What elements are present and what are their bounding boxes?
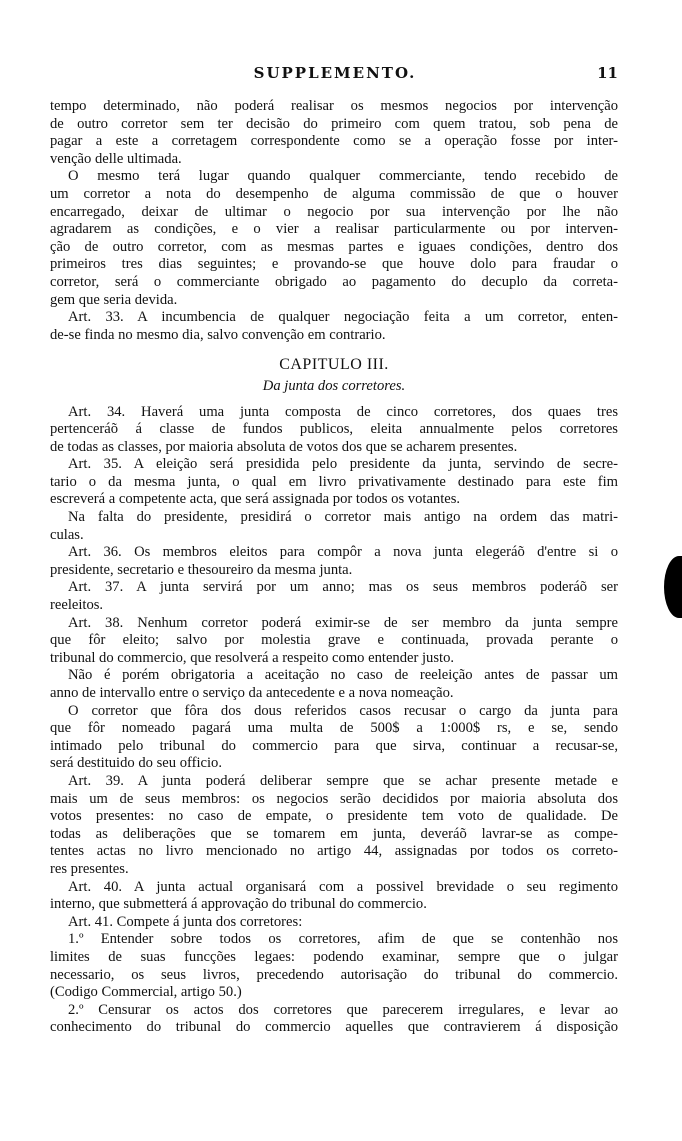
text-line: anno de intervallo entre o serviço da antecedente e a nova nomeação. <box>50 685 454 701</box>
paragraph <box>50 168 618 309</box>
scan-artifact-blot <box>664 556 682 618</box>
text-line: tario o da mesma junta, o qual em livro privativamente destinado para este fim <box>50 473 618 490</box>
text-line: Art. 35. A eleição será presidida pelo presidente da junta, servindo de secre- <box>68 456 618 473</box>
text-line: um corretor a nota do desempenho de alguma commissão de que o houver <box>50 185 618 202</box>
text-line: 2.º Censurar os actos dos corretores que parecerem irregulares, e levar ao <box>68 1001 618 1018</box>
running-head <box>52 64 618 86</box>
article-41 <box>50 914 618 932</box>
text-line: mais um de seus membros: os negocios serão decididos por maioria absoluta dos <box>50 790 618 807</box>
text-line: Art. 39. A junta poderá deliberar sempre que se achar presente metade e <box>68 772 618 789</box>
text-line: reeleitos. <box>50 597 104 614</box>
text-line: Art. 40. A junta actual organisará com a possivel brevidade o seu regimento <box>68 878 618 895</box>
article-38 <box>50 615 618 668</box>
list-item-1 <box>50 931 618 1001</box>
text-line: corretor, será o commerciante obrigado ao pagamento do decuplo da correta- <box>50 273 618 290</box>
article-36 <box>50 544 618 579</box>
text-line: res presentes. <box>50 860 129 877</box>
text-line: tempo determinado, não poderá realisar os mesmos negocios por intervenção <box>50 98 618 114</box>
text-line: pagar a este a corretagem correspondente como se a operação fosse por inter- <box>50 133 618 150</box>
text-line: interno, que submetterá á approvação do tribunal do commercio. <box>50 896 427 913</box>
article-39 <box>50 773 618 879</box>
text-line: gem que seria devida. <box>50 291 178 308</box>
text-line: de todas as classes, por maioria absoluta de votos dos que se acharem presentes. <box>50 438 518 455</box>
text-line: será destituido do seu officio. <box>50 755 222 772</box>
body-text <box>50 98 618 1037</box>
text-line: votos presentes: no caso de empate, o presidente tem voto de qualidade. De <box>50 808 618 825</box>
text-line: que fôr eleito; salvo por molestia grave e continuada, provada perante o <box>50 632 618 649</box>
article-35 <box>50 456 618 509</box>
text-line: culas. <box>50 526 84 543</box>
text-line: Não é porém obrigatoria a aceitação no caso de reeleição antes de passar um <box>68 667 618 684</box>
paragraph-continuation <box>50 98 618 168</box>
text-line: 1.º Entender sobre todos os corretores, afim de que se contenhão nos <box>68 931 618 948</box>
running-title: SUPPLEMENTO. <box>253 64 417 82</box>
text-line: presidente, secretario e thesoureiro da mesma junta. <box>50 561 353 578</box>
list-item-2 <box>50 1002 618 1037</box>
text-line: de-se finda no mesmo dia, salvo convenção em contrario. <box>50 326 386 343</box>
text-line: Art. 33. A incumbencia de qualquer negociação feita a um corretor, enten- <box>68 309 618 326</box>
text-line: de outro corretor sem ter decisão do primeiro com quem tratou, sob pena de <box>50 115 618 132</box>
paragraph <box>50 703 618 773</box>
text-line: limites de suas funcções legaes: podendo examinar, sempre que o julgar <box>50 948 618 965</box>
paragraph <box>50 509 618 544</box>
text-line: Art. 38. Nenhum corretor poderá eximir-se de ser membro da junta sempre <box>68 614 618 631</box>
text-line: todas as deliberações que se tomarem em junta, deveráõ lavrar-se as compe- <box>50 825 618 842</box>
article-34 <box>50 404 618 457</box>
text-line: Art. 34. Haverá uma junta composta de cinco corretores, dos quaes tres <box>68 403 618 420</box>
text-line: que fôr nomeado pagará uma multa de 500$ a 1:000$ rs, e se, sendo <box>50 720 618 737</box>
text-line: conhecimento do tribunal do commercio aquelles que contravierem á disposição <box>50 1019 618 1036</box>
text-line: tentes actas no livro mencionado no artigo 44, assignadas por todos os correto- <box>50 843 618 860</box>
text-line: encarregado, deixar de ultimar o negocio por sua intervenção por lhe não <box>50 203 618 220</box>
text-line: pertenceráõ á classe de fundos publicos, eleita annualmente pelos corretores <box>50 421 618 438</box>
page-number: 11 <box>597 64 618 82</box>
text-line: necessario, os seus livros, precedendo autorisação do tribunal do commercio. <box>50 966 618 983</box>
text-line: ção de outro corretor, com as mesmas partes e iguaes condições, dentro dos <box>50 238 618 255</box>
article-40 <box>50 879 618 914</box>
text-line: Art. 41. Compete á junta dos corretores: <box>68 913 303 930</box>
text-line: escreverá a competente acta, que será assignada por todos os votantes. <box>50 491 461 508</box>
text-line: (Codigo Commercial, artigo 50.) <box>50 984 242 1001</box>
text-line: Art. 37. A junta servirá por um anno; mas os seus membros poderáõ ser <box>68 579 618 596</box>
text-line: Art. 36. Os membros eleitos para compôr a nova junta elegeráõ d'entre si o <box>68 544 618 561</box>
chapter-title: CAPITULO III. <box>279 356 389 374</box>
paragraph <box>50 667 618 702</box>
text-line: intimado pelo tribunal do commercio para que sirva, continuar a recusar-se, <box>50 737 618 754</box>
text-line: O mesmo terá lugar quando qualquer commerciante, tendo recebido de <box>68 168 618 185</box>
text-line: agradarem as condições, e o vier a realisar particularmente ou por interven- <box>50 221 618 238</box>
text-line: Na falta do presidente, presidirá o corretor mais antigo na ordem das matri- <box>68 509 618 526</box>
text-line: venção delle ultimada. <box>50 150 182 167</box>
article-37 <box>50 579 618 614</box>
text-line: O corretor que fôra dos dous referidos casos recusar o cargo da junta para <box>68 702 618 719</box>
text-line: tribunal do commercio, que resolverá a respeito como entender justo. <box>50 649 455 666</box>
chapter-subtitle: Da junta dos corretores. <box>262 377 406 394</box>
text-line: primeiros tres dias seguintes; e provando-se que houve dolo para fraudar o <box>50 256 618 273</box>
article-33 <box>50 309 618 344</box>
